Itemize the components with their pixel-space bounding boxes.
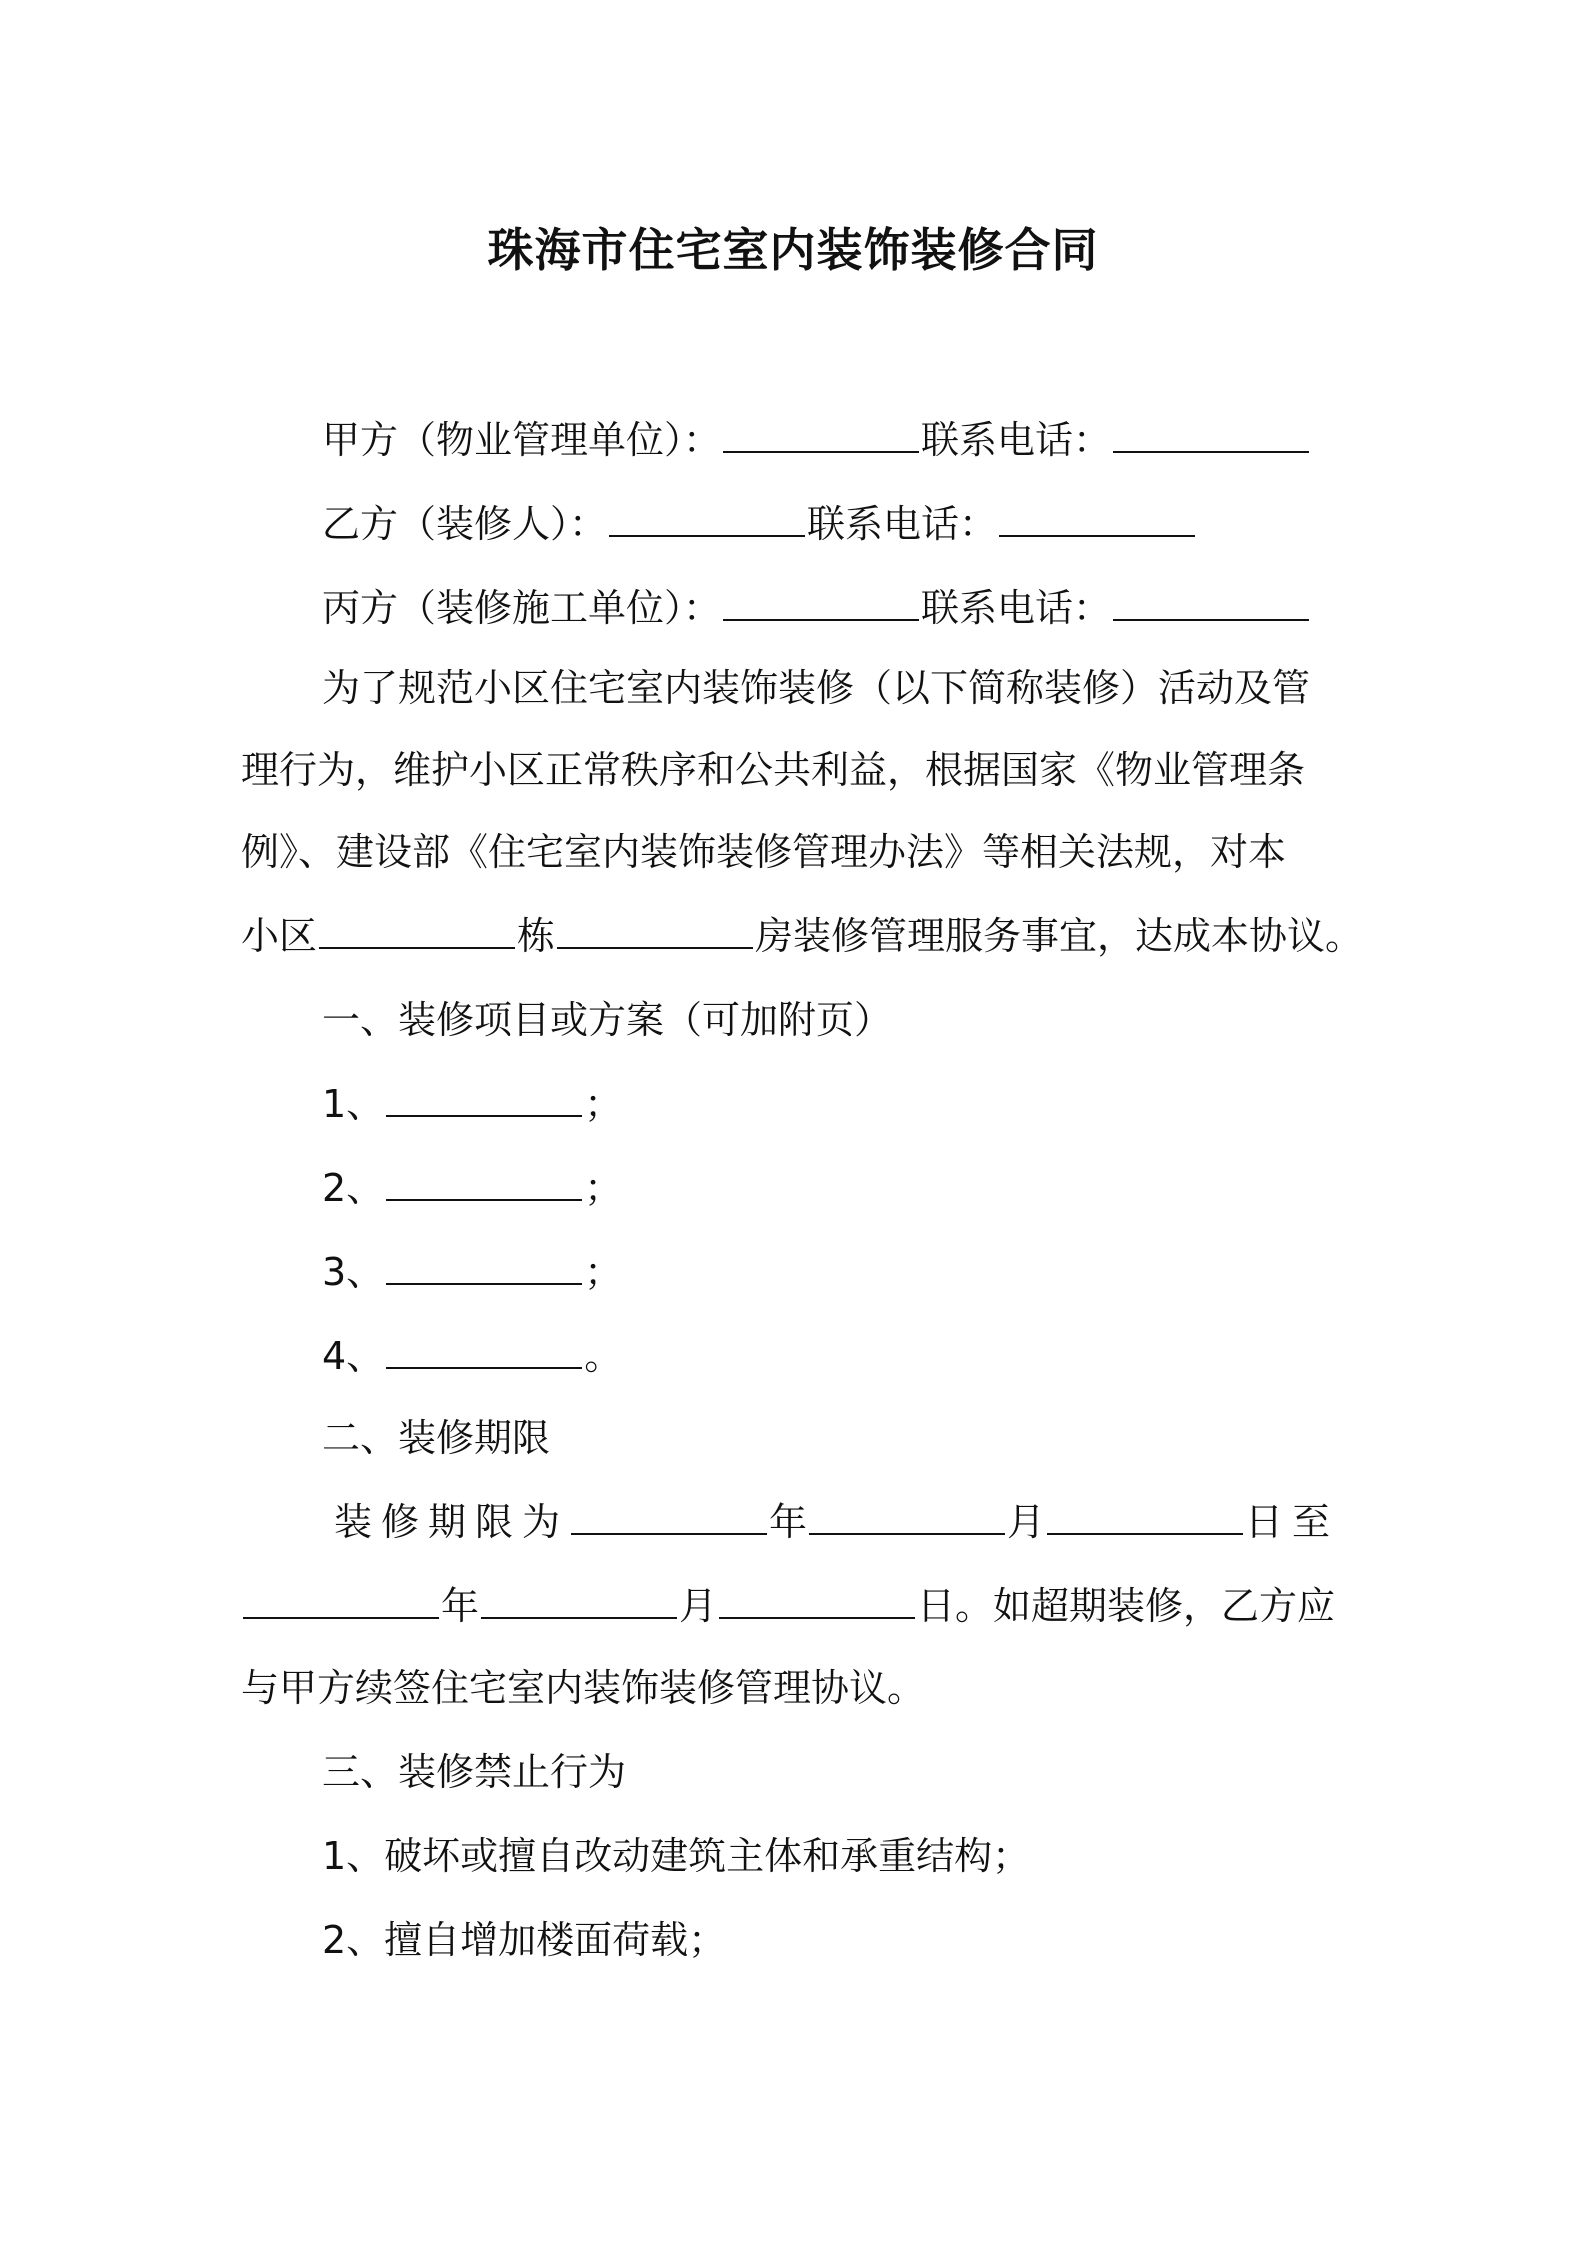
intro-line-3: 例》、建设部《住宅室内装饰装修管理办法》等相关法规，对本 <box>241 830 1287 874</box>
section3-heading: 三、装修禁止行为 <box>322 1750 627 1794</box>
item-end: ； <box>584 1166 623 1210</box>
building-blank[interactable] <box>319 913 515 949</box>
item-number: 4、 <box>322 1334 385 1378</box>
item-1-blank[interactable] <box>386 1081 582 1117</box>
period-line-1 <box>334 1498 1339 1546</box>
party-c-phone-blank[interactable] <box>1113 585 1309 621</box>
section3-item-2: 2、擅自增加楼面荷载； <box>322 1918 727 1962</box>
party-c-label: 丙方（装修施工单位）： <box>322 586 722 630</box>
start-year-blank[interactable] <box>571 1499 767 1535</box>
party-b-phone-blank[interactable] <box>999 501 1195 537</box>
intro-prefix: 小区 <box>241 914 318 958</box>
party-c-phone-label: 联系电话： <box>921 586 1112 630</box>
party-a-name-blank[interactable] <box>723 417 919 453</box>
item-2-blank[interactable] <box>386 1165 582 1201</box>
party-c-name-blank[interactable] <box>723 585 919 621</box>
period-line-2 <box>241 1582 1335 1630</box>
start-month-blank[interactable] <box>809 1499 1005 1535</box>
party-b-phone-label: 联系电话： <box>807 502 998 546</box>
section1-item-1 <box>322 1080 622 1128</box>
day-to-label: 日至 <box>1245 1500 1340 1544</box>
year-label: 年 <box>441 1584 480 1628</box>
end-year-blank[interactable] <box>243 1583 439 1619</box>
section2-heading: 二、装修期限 <box>322 1416 551 1460</box>
section3-item-1: 1、破坏或擅自改动建筑主体和承重结构； <box>322 1834 1031 1878</box>
intro-suffix: 房装修管理服务事宜，达成本协议。 <box>755 914 1364 958</box>
year-label: 年 <box>769 1500 808 1544</box>
item-end: 。 <box>584 1334 623 1378</box>
party-b-name-blank[interactable] <box>609 501 805 537</box>
section1-item-4 <box>322 1332 622 1380</box>
party-c-line <box>322 584 1311 632</box>
period-label: 装修期限为 <box>334 1500 570 1544</box>
month-label: 月 <box>679 1584 718 1628</box>
start-day-blank[interactable] <box>1047 1499 1243 1535</box>
intro-line-1: 为了规范小区住宅室内装饰装修（以下简称装修）活动及管 <box>322 666 1311 710</box>
period-line-3: 与甲方续签住宅室内装饰装修管理协议。 <box>241 1666 926 1710</box>
intro-line-4 <box>241 912 1363 960</box>
party-a-phone-blank[interactable] <box>1113 417 1309 453</box>
intro-building-label: 栋 <box>517 914 556 958</box>
item-number: 3、 <box>322 1250 385 1294</box>
section1-heading: 一、装修项目或方案（可加附页） <box>322 998 893 1042</box>
item-3-blank[interactable] <box>386 1249 582 1285</box>
party-a-line <box>322 416 1311 464</box>
room-blank[interactable] <box>557 913 753 949</box>
item-end: ； <box>584 1250 623 1294</box>
month-label: 月 <box>1007 1500 1046 1544</box>
item-number: 1、 <box>322 1082 385 1126</box>
item-number: 2、 <box>322 1166 385 1210</box>
document-title: 珠海市住宅室内装饰装修合同 <box>487 223 1099 277</box>
item-end: ； <box>584 1082 623 1126</box>
party-b-line <box>322 500 1197 548</box>
party-b-label: 乙方（装修人）： <box>322 502 608 546</box>
intro-line-2: 理行为，维护小区正常秩序和公共利益，根据国家《物业管理条 <box>241 748 1306 792</box>
item-4-blank[interactable] <box>386 1333 582 1369</box>
day-end-label: 日。如超期装修，乙方应 <box>917 1584 1336 1628</box>
party-a-phone-label: 联系电话： <box>921 418 1112 462</box>
section1-item-3 <box>322 1248 622 1296</box>
section1-item-2 <box>322 1164 622 1212</box>
end-month-blank[interactable] <box>481 1583 677 1619</box>
party-a-label: 甲方（物业管理单位）： <box>322 418 722 462</box>
end-day-blank[interactable] <box>719 1583 915 1619</box>
